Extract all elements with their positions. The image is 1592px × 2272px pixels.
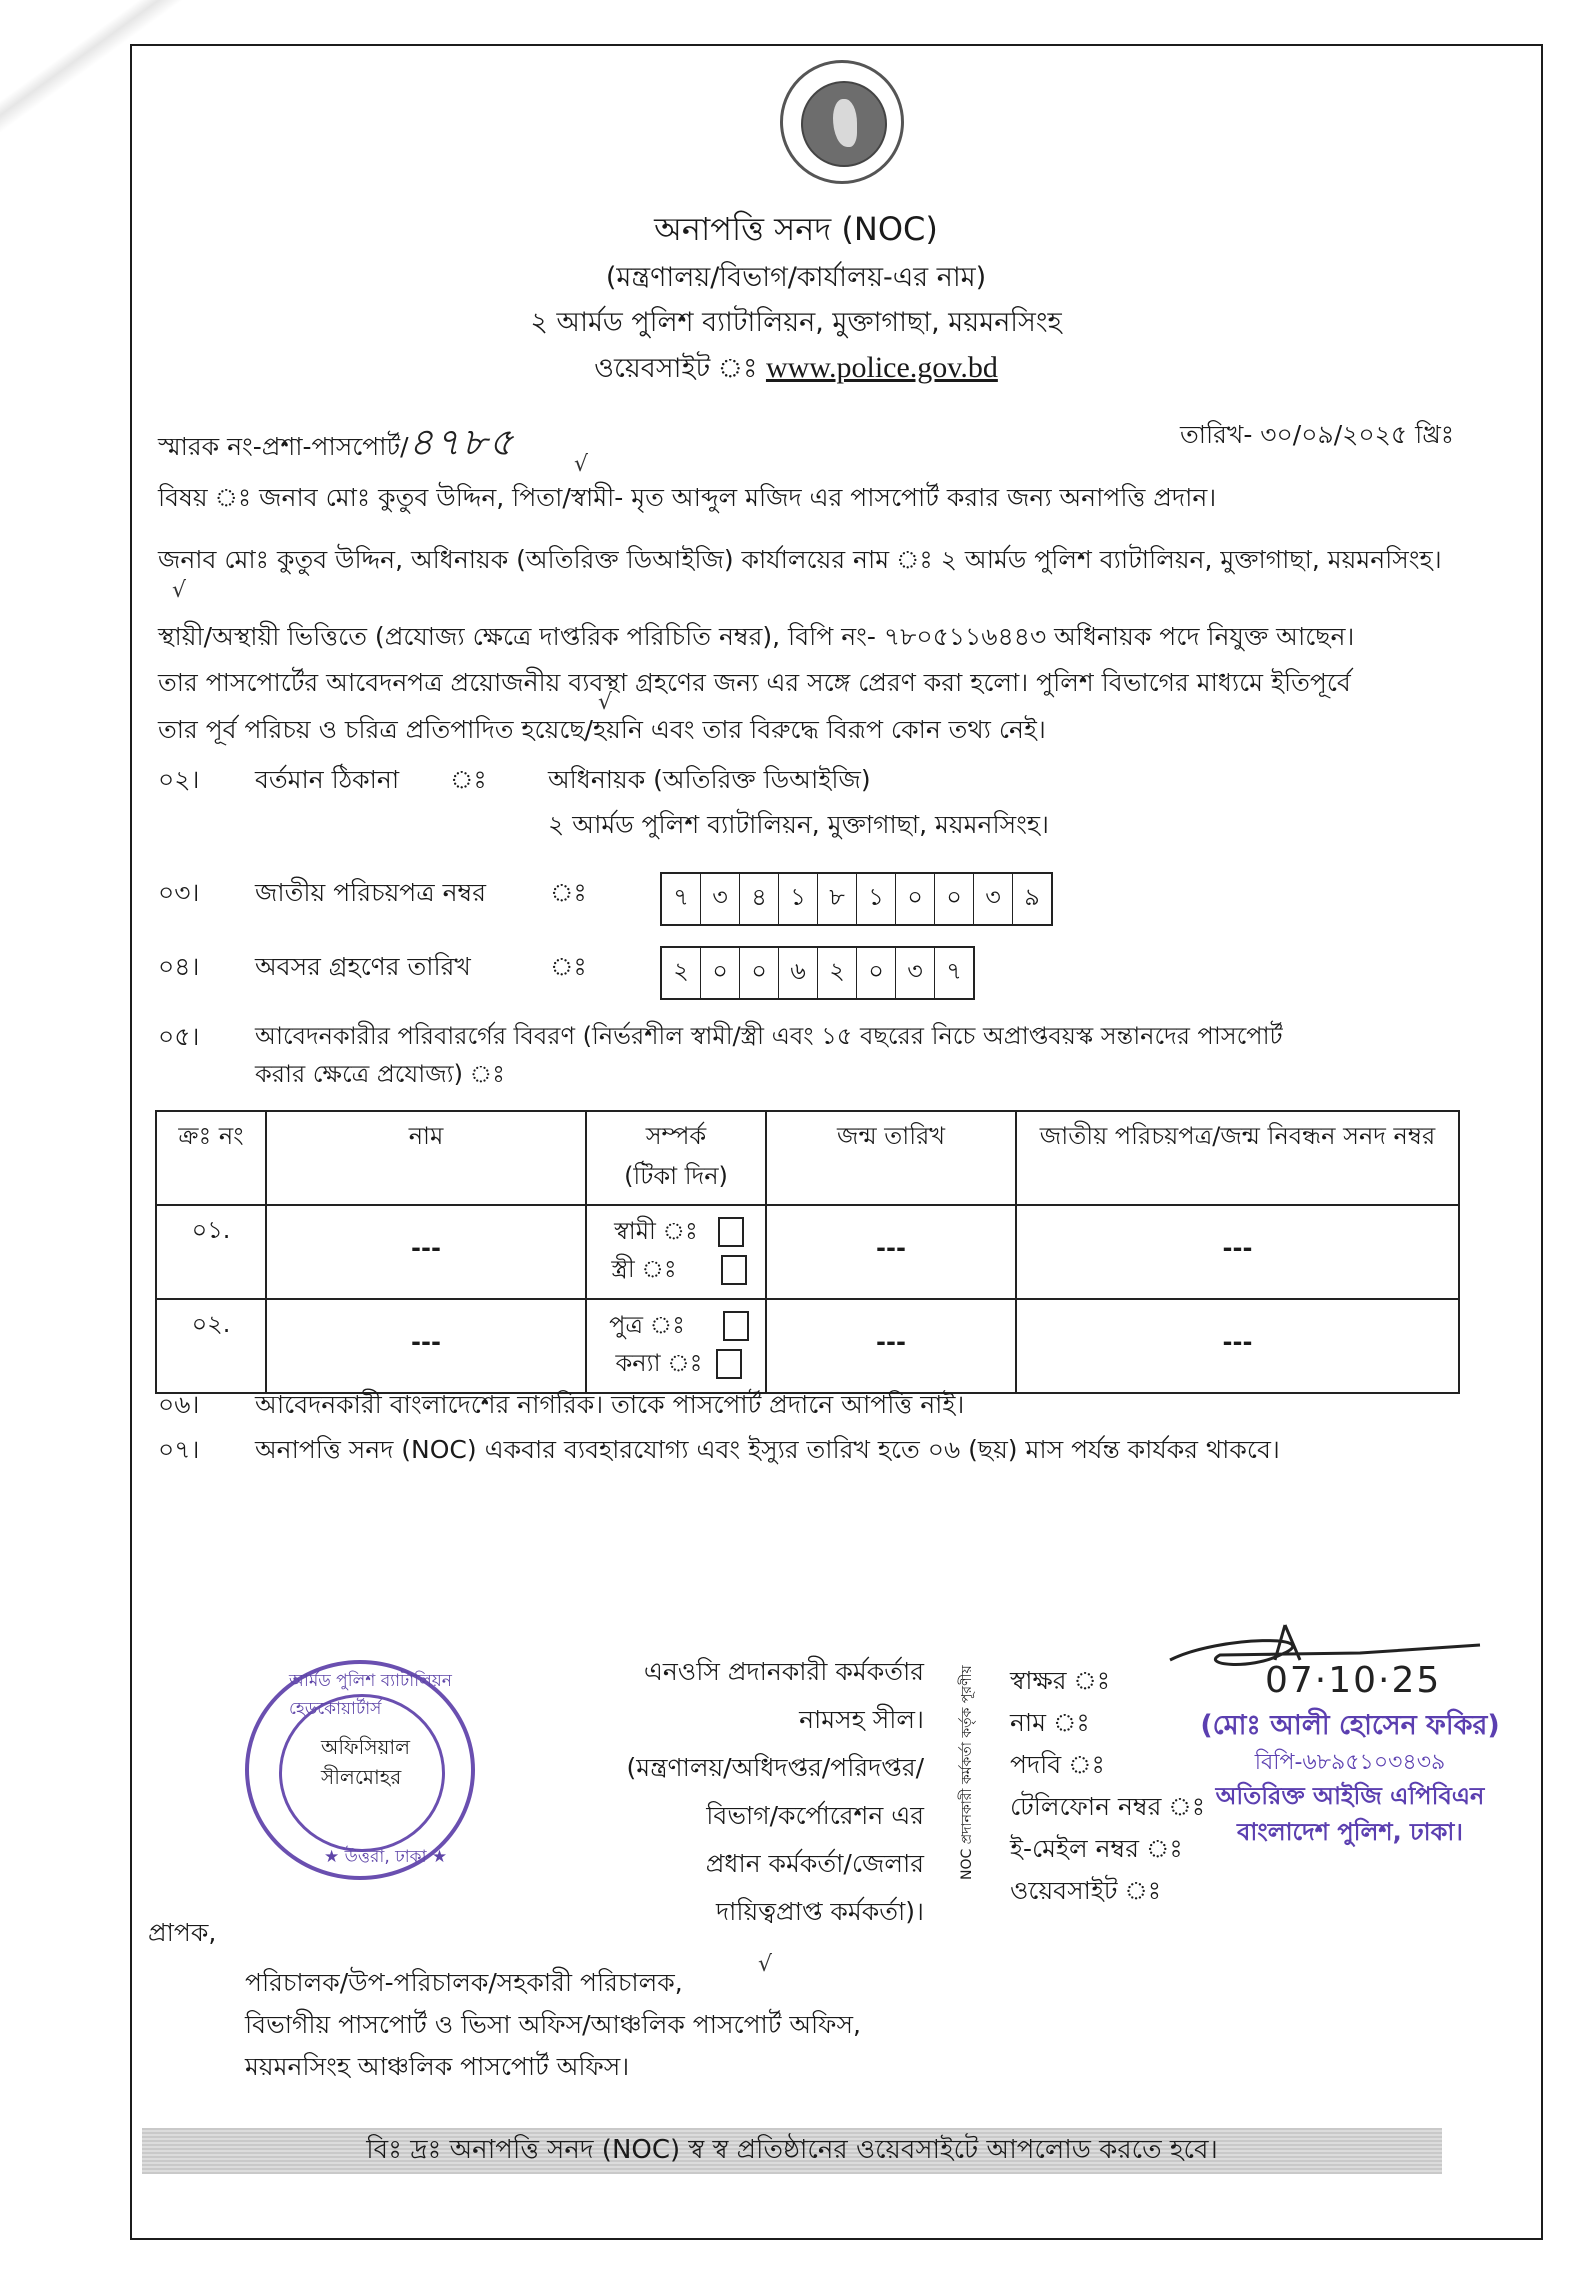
row-name xyxy=(266,1205,586,1299)
body-line-3: তার পাসপোর্টের আবেদনপত্র প্রয়োজনীয় ব্যবস্থা গ্রহণের জন্য এর সঙ্গে প্রেরণ করা হলো। পুলিশ বিভাগের মাধ্যমে ইতিপূর্বে xyxy=(158,668,1351,697)
col-header-name: নাম xyxy=(266,1111,586,1205)
row-dob xyxy=(766,1205,1016,1299)
retirement-digit: ৬ xyxy=(779,948,818,998)
retirement-digit: ০ xyxy=(857,948,896,998)
footer-note-banner xyxy=(142,2128,1442,2174)
stamp-inner-line-2: সীলমোহর xyxy=(321,1765,402,1789)
subject-line: বিষয় ঃ জনাব মোঃ কুতুব উদ্দিন, পিতা/স্বামী- মৃত আব্দুল মজিদ এর পাসপোর্ট করার জন্য অনাপত্তি প্রদান। xyxy=(158,483,1217,512)
phone-label: টেলিফোন নম্বর ঃ xyxy=(1010,1792,1206,1821)
issuer-line: বিভাগ/কর্পোরেশন এর xyxy=(706,1801,924,1830)
email-label: ই-মেইল নম্বর ঃ xyxy=(1010,1834,1183,1863)
issuer-line: (মন্ত্রণালয়/অধিদপ্তর/পরিদপ্তর/ xyxy=(626,1753,924,1782)
relation-header-line-2: (টিকা দিন) xyxy=(624,1162,728,1190)
stamp-inner-line-1: অফিসিয়াল xyxy=(321,1735,411,1759)
item-06-number: ০৬। xyxy=(158,1390,200,1419)
designation-label: পদবি ঃ xyxy=(1010,1750,1105,1779)
website-link[interactable]: www.police.gov.bd xyxy=(765,351,998,384)
nid-digit: ৯ xyxy=(1024,883,1040,911)
recipient-line: বিভাগীয় পাসপোর্ট ও ভিসা অফিস/আঞ্চলিক পাসপোর্ট অফিস, xyxy=(245,2010,861,2039)
item-05-number: ০৫। xyxy=(158,1022,200,1051)
footer-note-text: বিঃ দ্রঃ অনাপত্তি সনদ (NOC) স্ব স্ব প্রতিষ্ঠানের ওয়েবসাইটে আপলোড করতে হবে। xyxy=(366,2135,1218,2165)
col-header-id: জাতীয় পরিচয়পত্র/জন্ম নিবন্ধন সনদ নম্বর xyxy=(1016,1111,1459,1205)
table-row xyxy=(156,1299,1459,1393)
issuer-line: এনওসি প্রদানকারী কর্মকর্তার xyxy=(643,1657,924,1686)
memo-ref-number: ৪৭৮৫ xyxy=(408,420,516,464)
body-line-4: তার পূর্ব পরিচয় ও চরিত্র প্রতিপাদিত হয়েছে/হয়নি এবং তার বিরুদ্ধে বিরূপ কোন তথ্য নেই। xyxy=(158,715,1046,744)
signature-label: স্বাক্ষর ঃ xyxy=(1010,1666,1111,1695)
nid-digit: ০ xyxy=(935,874,974,924)
item-04-number: ০৪। xyxy=(158,952,200,981)
item-02-number: ০২। xyxy=(158,765,200,794)
item-07-number: ০৭। xyxy=(158,1435,200,1464)
current-address-line-2: ২ আর্মড পুলিশ ব্যাটালিয়ন, মুক্তাগাছা, ময়মনসিংহ। xyxy=(548,810,1049,839)
family-details-table xyxy=(155,1110,1460,1394)
nid-digit: ৪ xyxy=(740,874,779,924)
retirement-digit: ২ xyxy=(662,948,701,998)
item-07-text: অনাপত্তি সনদ (NOC) একবার ব্যবহারযোগ্য এবং ইস্যুর তারিখ হতে ০৬ (ছয়) মাস পর্যন্ত কার্যকর থাকবে। xyxy=(255,1435,1280,1464)
nid-digit: ৩ xyxy=(701,874,740,924)
item-04-colon: ঃ xyxy=(550,952,587,981)
document-subtitle: (মন্ত্রণালয়/বিভাগ/কার্যালয়-এর নাম) xyxy=(605,262,987,293)
nid-digit: ১ xyxy=(857,874,896,924)
tick-mark: √ xyxy=(758,1952,773,1977)
officer-organization: বাংলাদেশ পুলিশ, ঢাকা। xyxy=(1237,1818,1463,1846)
table-row xyxy=(156,1205,1459,1299)
item-05-text-line-2: করার ক্ষেত্রে প্রযোজ্য) ঃ xyxy=(255,1060,505,1088)
official-seal-stamp xyxy=(245,1660,475,1880)
item-03-colon: ঃ xyxy=(550,878,587,907)
row-name-value: --- xyxy=(411,1234,441,1262)
col-header-relation xyxy=(586,1111,766,1205)
son-checkbox[interactable] xyxy=(723,1311,749,1341)
row-name xyxy=(266,1299,586,1393)
row-serial: ০২. xyxy=(156,1299,266,1393)
retirement-digit: ০ xyxy=(701,948,740,998)
officer-name-stamp: (মোঃ আলী হোসেন ফকির) xyxy=(1200,1710,1500,1741)
retirement-digit: ৭ xyxy=(946,957,962,985)
recipient-label: প্রাপক, xyxy=(148,1918,217,1947)
retirement-digit: ৩ xyxy=(896,948,935,998)
nid-number-boxes xyxy=(660,872,1053,926)
issuer-line: দায়িত্বপ্রাপ্ত কর্মকর্তা)। xyxy=(715,1897,924,1926)
document-title: অনাপত্তি সনদ (NOC) xyxy=(654,210,938,248)
memo-ref-label: স্মারক নং-প্রশা-পাসপোর্ট/ xyxy=(158,432,409,461)
stamp-bottom-text: ★ উত্তরা, ঢাকা ★ xyxy=(324,1847,448,1867)
recipient-line: ময়মনসিংহ আঞ্চলিক পাসপোর্ট অফিস। xyxy=(245,2052,630,2081)
relation-header-line-1: সম্পর্ক xyxy=(645,1122,707,1150)
issuer-line: প্রধান কর্মকর্তা/জেলার xyxy=(705,1849,924,1878)
relation-label: কন্যা ঃ xyxy=(615,1349,703,1377)
relation-label: পুত্র ঃ xyxy=(609,1311,685,1339)
item-05-text-line-1: আবেদনকারীর পরিবারর্গের বিবরণ (নির্ভরশীল স্বামী/স্ত্রী এবং ১৫ বছরের নিচে অপ্রাপ্তবয়স্ক সন্তানদের পাসপোর্ট xyxy=(255,1022,1283,1050)
officer-bp-number: বিপি-৬৮৯৫১০৩৪৩৯ xyxy=(1254,1750,1446,1775)
recipient-line: পরিচালক/উপ-পরিচালক/সহকারী পরিচালক, xyxy=(245,1968,683,1997)
row-dob-value: --- xyxy=(876,1234,906,1262)
row-relation xyxy=(586,1299,766,1393)
retirement-digit: ২ xyxy=(818,948,857,998)
nid-digit: ১ xyxy=(779,874,818,924)
website-field-label: ওয়েবসাইট ঃ xyxy=(1010,1876,1162,1905)
row-id xyxy=(1016,1205,1459,1299)
tick-mark: √ xyxy=(598,690,613,715)
item-03-number: ০৩। xyxy=(158,878,200,907)
row-id-value: --- xyxy=(1222,1234,1253,1262)
tick-mark: √ xyxy=(574,452,589,477)
item-02-colon: ঃ xyxy=(450,765,487,794)
retirement-digit: ০ xyxy=(740,948,779,998)
body-line-2: স্থায়ী/অস্থায়ী ভিত্তিতে (প্রযোজ্য ক্ষেত্রে দাপ্তরিক পরিচিতি নম্বর), বিপি নং- ৭৮০৫১১৬৪৪৩ অধিনায়ক পদে নিযুক্ত আছেন। xyxy=(158,622,1355,651)
table-header-row xyxy=(156,1111,1459,1205)
relation-label: স্বামী ঃ xyxy=(614,1217,698,1245)
row-id xyxy=(1016,1299,1459,1393)
nid-digit: ৩ xyxy=(974,874,1013,924)
website-line xyxy=(0,350,1592,386)
website-label: ওয়েবসাইট ঃ xyxy=(594,353,758,384)
wife-checkbox[interactable] xyxy=(721,1255,747,1285)
handwritten-date: 07·10·25 xyxy=(1265,1660,1442,1701)
item-04-label: অবসর গ্রহণের তারিখ xyxy=(255,952,471,981)
issuer-line: নামসহ সীল। xyxy=(799,1705,924,1734)
retirement-date-boxes xyxy=(660,946,975,1000)
col-header-dob: জন্ম তারিখ xyxy=(766,1111,1016,1205)
row-dob-value: --- xyxy=(876,1328,906,1356)
government-emblem-icon xyxy=(780,60,904,184)
issuer-vertical-note: NOC প্রদানকারী কর্মকর্তা কর্তৃক পূরণীয় xyxy=(959,1665,975,1880)
husband-checkbox[interactable] xyxy=(718,1217,744,1247)
row-name-value: --- xyxy=(411,1328,441,1356)
row-dob xyxy=(766,1299,1016,1393)
stamp-outer-text: আর্মড পুলিশ ব্যাটালিয়ন হেডকোয়ার্টার্স xyxy=(289,1671,452,1719)
memo-reference xyxy=(158,420,515,466)
daughter-checkbox[interactable] xyxy=(716,1349,742,1379)
tick-mark: √ xyxy=(172,578,187,603)
col-header-serial: ক্রঃ নং xyxy=(156,1111,266,1205)
row-serial: ০১. xyxy=(156,1205,266,1299)
item-06-text: আবেদনকারী বাংলাদেশের নাগরিক। তাকে পাসপোর্ট প্রদানে আপত্তি নাই। xyxy=(255,1390,965,1419)
issuer-block xyxy=(626,1648,924,1936)
row-relation xyxy=(586,1205,766,1299)
nid-digit: ৭ xyxy=(662,874,701,924)
stamp-inner-text xyxy=(321,1732,410,1792)
current-address-line-1: অধিনায়ক (অতিরিক্ত ডিআইজি) xyxy=(548,765,871,794)
body-line-1: জনাব মোঃ কুতুব উদ্দিন, অধিনায়ক (অতিরিক্ত ডিআইজি) কার্যালয়ের নাম ঃ ২ আর্মড পুলিশ ব্যাটালিয়ন, মুক্তাগাছা, ময়মনসিংহ। xyxy=(158,545,1442,574)
row-id-value: --- xyxy=(1222,1328,1253,1356)
item-02-label: বর্তমান ঠিকানা xyxy=(255,765,400,794)
officer-designation: অতিরিক্ত আইজি এপিবিএন xyxy=(1215,1782,1485,1810)
relation-label: স্ত্রী ঃ xyxy=(611,1255,677,1283)
office-name: ২ আর্মড পুলিশ ব্যাটালিয়ন, মুক্তাগাছা, ময়মনসিংহ xyxy=(530,307,1062,338)
memo-date: তারিখ- ৩০/০৯/২০২৫ খ্রিঃ xyxy=(1180,420,1455,449)
item-03-label: জাতীয় পরিচয়পত্র নম্বর xyxy=(255,878,486,907)
recipient-address xyxy=(245,1962,861,2088)
nid-digit: ০ xyxy=(896,874,935,924)
nid-digit: ৮ xyxy=(818,874,857,924)
name-label: নাম ঃ xyxy=(1010,1708,1090,1737)
